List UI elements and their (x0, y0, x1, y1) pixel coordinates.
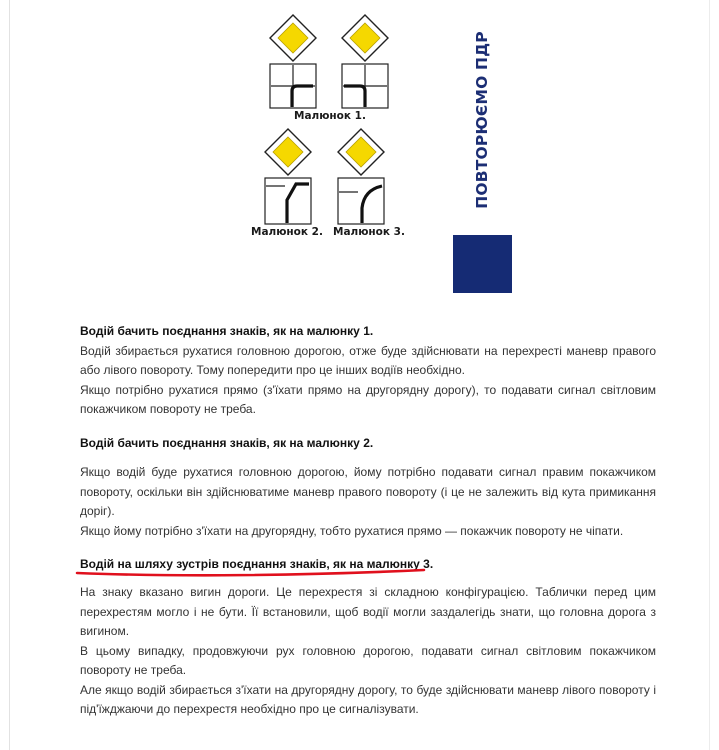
main-road-sign-2 (263, 128, 313, 226)
red-underline-annotation (74, 560, 430, 580)
figure-2-label: Малюнок 2. (251, 226, 323, 238)
figure-1-label: Малюнок 1. (294, 110, 366, 122)
page-border-left (9, 0, 10, 750)
section-2-body (80, 463, 656, 541)
side-title-text: ПОВТОРЮЄМО ПДР (473, 31, 491, 209)
section-3-heading: Водій на шляху зустрів поєднання знаків, як на малюнку 3. (80, 557, 434, 571)
section-1 (80, 322, 656, 420)
main-road-sign-1b (340, 14, 390, 110)
section-1-paragraph-2: Якщо потрібно рухатися прямо (з'їхати прямо на другорядну дорогу), то подавати сигнал світловим покажчиком повороту не треба. (80, 382, 656, 416)
section-2-heading: Водій бачить поєднання знаків, як на малюнку 2. (80, 436, 374, 450)
accent-block (453, 235, 512, 293)
figure-3-label: Малюнок 3. (333, 226, 405, 238)
section-3-body (80, 583, 656, 720)
main-road-sign-3 (336, 128, 386, 226)
section-1-paragraph-1: Водій збирається рухатися головною дорогою, отже буде здійснювати на перехресті маневр правого або лівого повороту. Тому попередити про це інших водіїв необхідно. (80, 343, 656, 377)
section-2-paragraph-1: Якщо водій буде рухатися головною дорогою, йому потрібно подавати сигнал правим покажчиком повороту, оскільки він здійснюватиме маневр правого повороту (і це не залежить від кута примикання доріг). (80, 465, 656, 518)
section-1-heading: Водій бачить поєднання знаків, як на малюнку 1. (80, 324, 374, 338)
section-3-paragraph-3: Але якщо водій збирається з'їхати на другорядну дорогу, то буде здійснювати маневр лівого повороту і під'їжджаючи до перехрестя необхідно про це сигналізувати. (80, 682, 656, 716)
page-border-right (709, 0, 710, 750)
section-3-paragraph-1: На знаку вказано вигин дороги. Це перехрестя зі складною конфігурацією. Таблички перед цим перехрестям могло і не бути. Її встановили, щоб водії могли заздалегідь знати, що головна дорога з вигином. (80, 585, 656, 638)
section-2 (80, 434, 656, 454)
side-title (452, 20, 512, 220)
section-2-paragraph-2: Якщо йому потрібно з'їхати на другорядну, тобто рухатися прямо — покажчик повороту не чіпати. (80, 523, 624, 538)
section-3-paragraph-2: В цьому випадку, продовжуючи рух головною дорогою, подавати сигнал світловим покажчиком повороту не треба. (80, 643, 656, 677)
main-road-sign-1 (268, 14, 318, 110)
